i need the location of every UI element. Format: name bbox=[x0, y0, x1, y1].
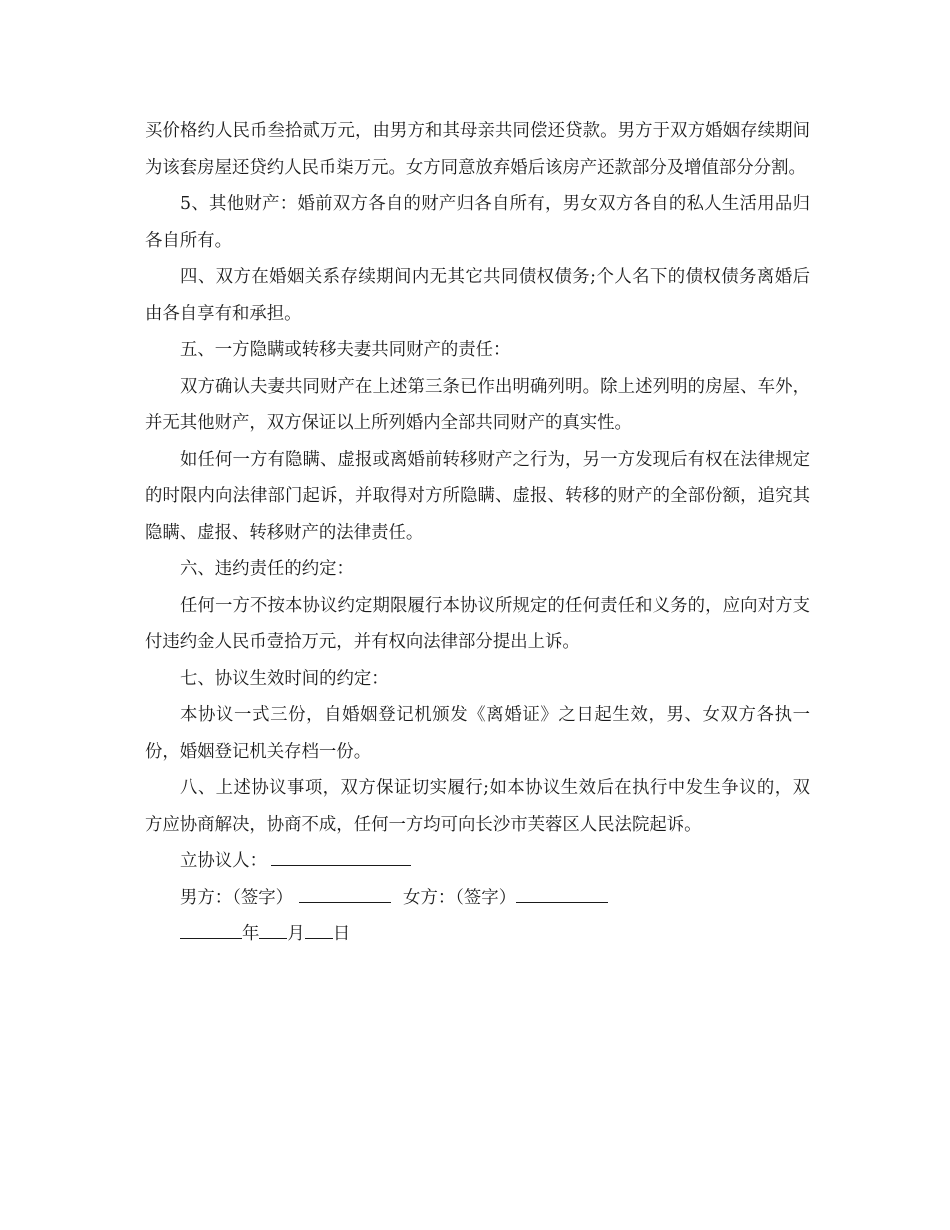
year-blank[interactable] bbox=[180, 916, 242, 939]
paragraph-house-loan: 买价格约人民币叁拾贰万元，由男方和其母亲共同偿还贷款。男方于双方婚姻存续期间为该套房屋还贷约人民币柒万元。女方同意放弃婚后该房产还款部分及增值部分分割。 bbox=[145, 121, 810, 178]
day-label: 日 bbox=[332, 924, 351, 944]
party-label: 立协议人： bbox=[180, 851, 267, 871]
month-blank[interactable] bbox=[259, 916, 287, 939]
paragraph-breach-penalty: 任何一方不按本协议约定期限履行本协议所规定的任何责任和义务的，应向对方支付违约金人民币壹拾万元，并有权向法律部分提出上诉。 bbox=[145, 595, 810, 652]
heading-clause-7: 七、协议生效时间的约定： bbox=[180, 668, 389, 689]
heading-clause-5: 五、一方隐瞒或转移夫妻共同财产的责任： bbox=[180, 340, 511, 360]
document-page bbox=[145, 113, 810, 953]
paragraph-clause-4-debts: 四、双方在婚姻关系存续期间内无其它共同债权债务;个人名下的债权债务离婚后由各自享有和承担。 bbox=[145, 267, 810, 324]
heading-clause-6: 六、违约责任的约定： bbox=[180, 559, 354, 579]
female-signature-blank[interactable] bbox=[516, 880, 608, 903]
signature-date-line bbox=[145, 916, 810, 953]
month-label: 月 bbox=[287, 924, 305, 944]
paragraph-concealment-liability: 如任何一方有隐瞒、虚报或离婚前转移财产之行为，另一方发现后有权在法律规定的时限内向法律部门起诉，并取得对方所隐瞒、虚报、转移的财产的全部份额，追究其隐瞒、虚报、转移财产的法律责任。 bbox=[145, 449, 810, 543]
paragraph-clause-8-disputes: 八、上述协议事项，双方保证切实履行;如本协议生效后在执行中发生争议的，双方应协商解决，协商不成，任何一方均可向长沙市芙蓉区人民法院起诉。 bbox=[145, 778, 810, 835]
paragraph-effective-date: 本协议一式三份，自婚姻登记机颁发《离婚证》之日起生效，男、女双方各执一份，婚姻登记机关存档一份。 bbox=[145, 705, 810, 762]
party-signature-blank[interactable] bbox=[271, 843, 411, 866]
male-signature-label: 男方：（签字） bbox=[180, 887, 294, 908]
paragraph-other-property: 5、其他财产：婚前双方各自的财产归各自所有，男女双方各自的私人生活用品归各自所有。 bbox=[145, 194, 810, 251]
female-signature-label: 女方：（签字） bbox=[403, 887, 517, 908]
day-blank[interactable] bbox=[305, 916, 333, 939]
paragraph-property-confirmation: 双方确认夫妻共同财产在上述第三条已作出明确列明。除上述列明的房屋、车外，并无其他财产，双方保证以上所列婚内全部共同财产的真实性。 bbox=[145, 376, 810, 433]
signature-party-line bbox=[145, 843, 810, 880]
signature-spouses-line bbox=[145, 880, 810, 917]
male-signature-blank[interactable] bbox=[299, 880, 391, 903]
year-label: 年 bbox=[242, 924, 260, 944]
